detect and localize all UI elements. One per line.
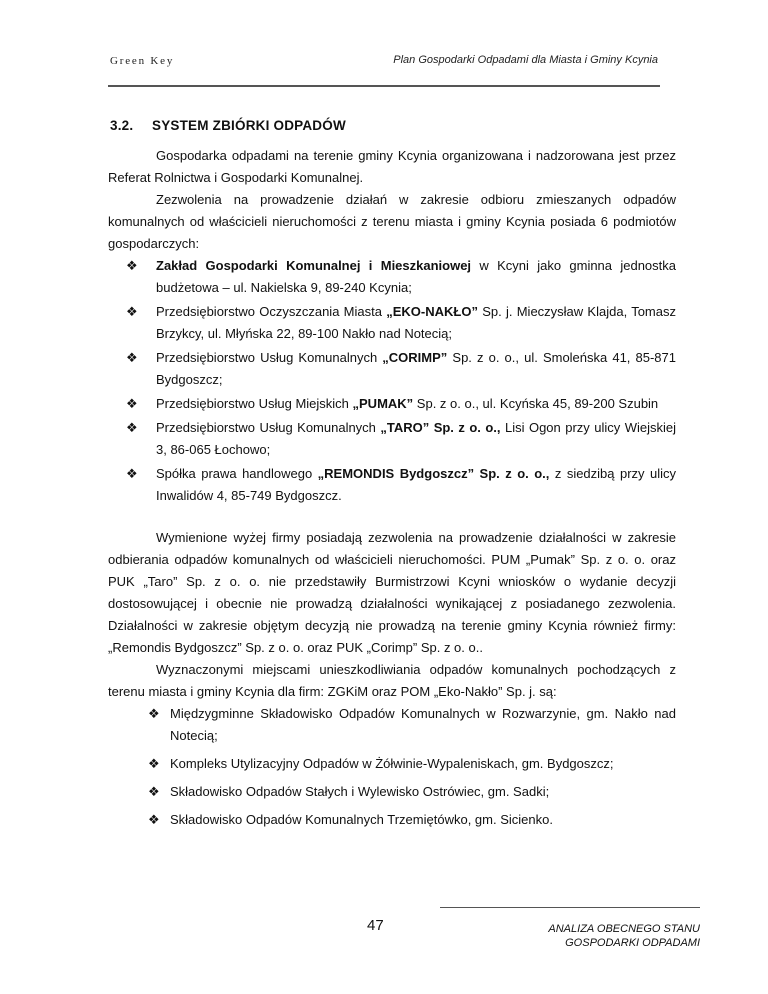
company-prefix: Przedsiębiorstwo Usług Komunalnych: [156, 420, 381, 435]
list-item: [108, 301, 676, 345]
list-item: [108, 417, 676, 461]
diamond-bullet-icon: ❖: [126, 466, 138, 481]
diamond-bullet-icon: ❖: [148, 706, 160, 721]
company-suffix: Lisi Ogon przy ulicy Wiejskiej 3, 86-065 Łochowo;: [156, 420, 676, 457]
section-heading: [110, 118, 346, 133]
company-suffix: Sp. z o. o., ul. Kcyńska 45, 89-200 Szubin: [413, 396, 659, 411]
paragraph-4: Wyznaczonymi miejscami unieszkodliwiania odpadów komunalnych pochodzących z terenu miasta i gminy Kcynia dla firm: ZGKiM oraz POM „Eko-Nakło” Sp. j. są:: [108, 662, 676, 699]
company-name: „TARO” Sp. z o. o.,: [380, 420, 501, 435]
site-text: Międzygminne Składowisko Odpadów Komunalnych w Rozwarzynie, gm. Nakło nad Notecią;: [170, 706, 676, 743]
diamond-bullet-icon: ❖: [126, 258, 138, 273]
company-suffix: Sp. j. Mieczysław Klajda, Tomasz Brzykcy, ul. Młyńska 22, 89-100 Nakło nad Notecią;: [156, 304, 676, 341]
list-item: [108, 255, 676, 299]
header-left-text: Green Key: [110, 55, 175, 67]
list-item: [108, 703, 676, 747]
document-body: [108, 145, 676, 833]
list-item: [108, 781, 676, 803]
company-name: „REMONDIS Bydgoszcz” Sp. z o. o.,: [317, 466, 550, 481]
company-prefix: Przedsiębiorstwo Oczyszczania Miasta: [156, 304, 387, 319]
footer-divider: [440, 907, 700, 908]
company-name: „EKO-NAKŁO”: [386, 304, 478, 319]
header-divider: [108, 85, 660, 87]
company-name: „PUMAK”: [352, 396, 414, 411]
diamond-bullet-icon: ❖: [148, 756, 160, 771]
site-text: Składowisko Odpadów Komunalnych Trzemiętówko, gm. Sicienko.: [170, 812, 553, 827]
company-prefix: Spółka prawa handlowego: [156, 466, 318, 481]
site-text: Składowisko Odpadów Stałych i Wylewisko Ostrówiec, gm. Sadki;: [170, 784, 550, 799]
site-text: Kompleks Utylizacyjny Odpadów w Żółwinie-Wypaleniskach, gm. Bydgoszcz;: [170, 756, 614, 771]
list-item: [108, 393, 676, 415]
diamond-bullet-icon: ❖: [126, 304, 138, 319]
paragraph-2: Zezwolenia na prowadzenie działań w zakresie odbioru zmieszanych odpadów komunalnych od właścicieli nieruchomości z terenu miasta i gminy Kcynia posiada 6 podmiotów gospodarczych:: [108, 192, 676, 251]
footer-caption: [480, 922, 700, 950]
list-item: [108, 809, 676, 831]
paragraph-3: Wymienione wyżej firmy posiadają zezwolenia na prowadzenie działalności w zakresie odbierania odpadów komunalnych od właścicieli nieruchomości. PUM „Pumak” Sp. z o. o. oraz PUK „Taro” Sp. z o. o. nie przedstawiły Burmistrzowi Kcyni wniosków o wydanie decyzji dostosowującej i obecnie nie prowadzą działalności wynikającej z posiadanego zezwolenia. Działalności w zakresie objętym decyzją nie prowadzą na terenie gminy Kcynia również firmy: „Remondis Bydgoszcz” Sp. z o. o. oraz PUK „Corimp” Sp. z o. o..: [108, 530, 676, 655]
company-suffix: w Kcyni jako gminna jednostka budżetowa – ul. Nakielska 9, 89-240 Kcynia;: [156, 258, 676, 295]
diamond-bullet-icon: ❖: [126, 350, 138, 365]
list-item: [108, 463, 676, 507]
company-suffix: Sp. z o. o., ul. Smoleńska 41, 85-871 Bydgoszcz;: [156, 350, 676, 387]
diamond-bullet-icon: ❖: [126, 420, 138, 435]
footer-caption-line-2: GOSPODARKI ODPADAMI: [565, 937, 700, 949]
companies-list: [108, 255, 676, 507]
paragraph-1: Gospodarka odpadami na terenie gminy Kcynia organizowana i nadzorowana jest przez Referat Rolnictwa i Gospodarki Komunalnej.: [108, 148, 676, 185]
diamond-bullet-icon: ❖: [148, 784, 160, 799]
header-right-text: Plan Gospodarki Odpadami dla Miasta i Gminy Kcynia: [393, 54, 658, 66]
list-item: [108, 347, 676, 391]
footer-caption-line-1: ANALIZA OBECNEGO STANU: [548, 923, 700, 935]
diamond-bullet-icon: ❖: [148, 812, 160, 827]
section-number: 3.2.: [110, 118, 134, 133]
disposal-sites-list: [108, 703, 676, 831]
company-name: „CORIMP”: [382, 350, 448, 365]
company-name: Zakład Gospodarki Komunalnej i Mieszkaniowej: [156, 258, 472, 273]
diamond-bullet-icon: ❖: [126, 396, 138, 411]
company-prefix: Przedsiębiorstwo Usług Miejskich: [156, 396, 353, 411]
list-item: [108, 753, 676, 775]
page-number: 47: [367, 917, 384, 934]
section-title: SYSTEM ZBIÓRKI ODPADÓW: [152, 118, 346, 133]
company-prefix: Przedsiębiorstwo Usług Komunalnych: [156, 350, 383, 365]
company-suffix: z siedzibą przy ulicy Inwalidów 4, 85-749 Bydgoszcz.: [156, 466, 677, 503]
